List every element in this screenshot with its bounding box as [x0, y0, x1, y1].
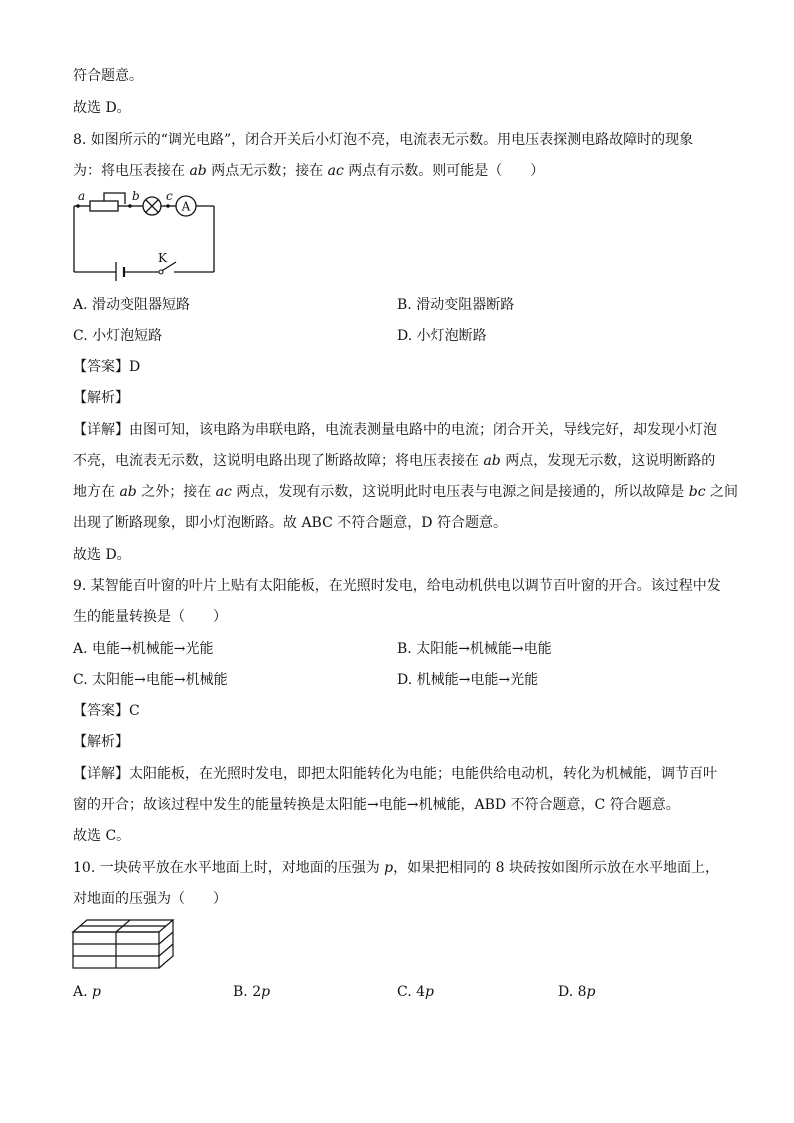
q8-option-c: C. 小灯泡短路 — [73, 328, 163, 344]
q8-option-b: B. 滑动变阻器断路 — [397, 297, 515, 313]
answer-label: 【答案】D — [73, 359, 141, 375]
analysis-label: 【解析】 — [73, 390, 129, 406]
text-span: 两点有示数。则可能是（ ） — [343, 163, 545, 179]
q9-option-d: D. 机械能→电能→光能 — [397, 672, 539, 688]
point-c-label: c — [166, 189, 173, 203]
question-8-stem: 8. 如图所示的“调光电路”，闭合开关后小灯泡不亮，电流表无示数。用电压表探测电路故障时的现象 — [73, 132, 694, 148]
selection-line: 故选 C。 — [73, 828, 131, 844]
text-span: ac — [327, 163, 344, 179]
text-span: ab — [189, 163, 207, 179]
text-span: 不亮，电流表无示数，这说明电路出现了断路故障；将电压表接在 — [73, 453, 484, 469]
question-8-stem — [73, 161, 544, 181]
explanation-line: 【详解】太阳能板，在光照时发电，即把太阳能转化为电能；电能供给电动机，转化为机械能，调节百叶 — [73, 766, 717, 782]
text-span: 为：将电压表接在 — [73, 163, 190, 179]
text-span: A. — [73, 984, 93, 1000]
q9-option-b: B. 太阳能→机械能→电能 — [397, 641, 552, 657]
text-line: 符合题意。 — [73, 68, 143, 84]
text-span: ac — [215, 484, 232, 500]
text-span: ab — [483, 453, 501, 469]
text-line: 故选 D。 — [73, 100, 131, 116]
q9-option-a: A. 电能→机械能→光能 — [73, 641, 214, 657]
text-span: 之间 — [705, 484, 739, 500]
q8-option-d: D. 小灯泡断路 — [397, 328, 487, 344]
q10-option-d — [558, 982, 596, 1002]
rheostat-icon — [90, 201, 118, 211]
text-span: 两点，发现无示数，这说明断路的 — [500, 453, 716, 469]
text-span: p — [261, 984, 271, 1000]
point-a-label: a — [78, 189, 86, 203]
text-span: D. 8 — [558, 984, 587, 1000]
text-span: p — [92, 984, 101, 1000]
explanation-line — [73, 451, 715, 471]
question-10-stem — [73, 858, 719, 878]
analysis-label: 【解析】 — [73, 734, 129, 750]
q8-option-a: A. 滑动变阻器短路 — [73, 297, 191, 313]
explanation-line: 【详解】由图可知，该电路为串联电路，电流表测量电路中的电流；闭合开关，导线完好，却发现小灯泡 — [73, 422, 717, 438]
question-9-stem: 9. 某智能百叶窗的叶片上贴有太阳能板，在光照时发电，给电动机供电以调节百叶窗的开合。该过程中发 — [73, 578, 721, 594]
answer-label: 【答案】C — [73, 703, 140, 719]
q10-option-b — [233, 982, 270, 1002]
text-span: bc — [688, 484, 706, 500]
circuit-diagram — [70, 186, 230, 281]
text-span: p — [586, 984, 596, 1000]
question-10-stem: 对地面的压强为（ ） — [73, 891, 227, 907]
text-span: 之外；接在 — [136, 484, 216, 500]
text-span: 地方在 — [73, 484, 120, 500]
text-span: p — [425, 984, 434, 1000]
text-span: 两点，发现有示数，这说明此时电压表与电源之间是接通的，所以故障是 — [231, 484, 689, 500]
selection-line: 故选 D。 — [73, 547, 131, 563]
text-span: p — [384, 860, 394, 876]
point-b-label: b — [132, 189, 140, 203]
text-span: 两点无示数；接在 — [206, 163, 328, 179]
explanation-line: 窗的开合；故该过程中发生的能量转换是太阳能→电能→机械能，ABD 不符合题意，C 符合题意。 — [73, 797, 680, 813]
explanation-line — [73, 482, 738, 502]
text-span: 10. 一块砖平放在水平地面上时，对地面的压强为 — [73, 860, 385, 876]
q9-option-c: C. 太阳能→电能→机械能 — [73, 672, 228, 688]
question-9-stem: 生的能量转换是（ ） — [73, 609, 227, 625]
q10-option-c — [397, 982, 434, 1002]
text-span: ab — [119, 484, 137, 500]
text-span: B. 2 — [233, 984, 262, 1000]
text-span: C. 4 — [397, 984, 426, 1000]
bricks-diagram — [71, 918, 179, 970]
ammeter-label: A — [181, 199, 191, 214]
q10-option-a — [73, 982, 101, 1002]
switch-label: K — [158, 251, 167, 265]
text-span: ，如果把相同的 8 块砖按如图所示放在水平地面上， — [393, 860, 719, 876]
explanation-line: 出现了断路现象，即小灯泡断路。故 ABC 不符合题意，D 符合题意。 — [73, 515, 507, 531]
